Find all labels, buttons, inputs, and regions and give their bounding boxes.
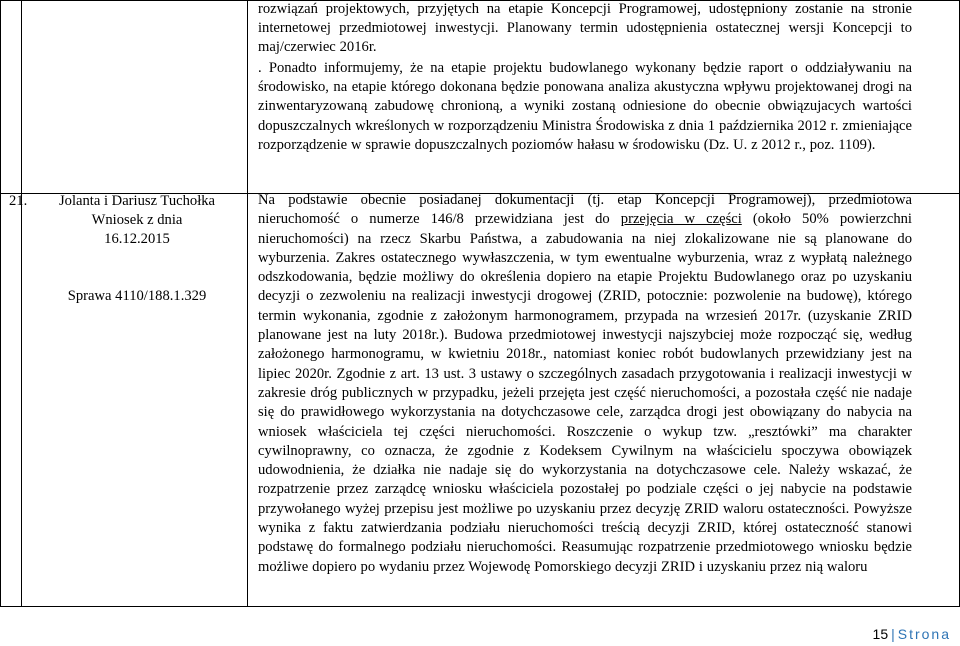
page-number: 15 [872, 626, 889, 642]
response-text: Na podstawie obecnie posiadanej dokumentacji (tj. etap Koncepcji Programowej), przedmiotowa nieruchomość o numerze 146/8 przewidziana jest do [258, 192, 912, 228]
number-cell [1, 1, 22, 194]
applicant-block [30, 192, 244, 306]
page-label: Strona [897, 626, 951, 642]
applicant-date: 16.12.2015 [104, 231, 170, 247]
row-number: 21. [9, 193, 28, 209]
footer-separator: | [891, 626, 895, 642]
response-paragraph: rozwiązań projektowych, przyjętych na etapie Koncepcji Programowej, udostępniony zostanie na stronie internetowej przedmiotowej inwestycji. Planowany termin udostępnienia ostatecznej wersji Koncepcji to maj/czerwiec 2016r. [258, 1, 912, 55]
applicant-cell [21, 1, 248, 194]
response-paragraph [258, 191, 912, 577]
page-footer [873, 626, 951, 642]
underlined-text: przejęcia w części [620, 211, 742, 228]
number-cell [1, 194, 22, 607]
applicant-name: Jolanta i Dariusz Tuchołka [58, 193, 216, 209]
case-reference: Sprawa 4110/188.1.329 [67, 288, 207, 304]
response-text: (około 50% powierzchni nieruchomości) na rzecz Skarbu Państwa, a zabudowania na niej zlokalizowane nie są planowane do wyburzenia. Zakres ostatecznego wywłaszczenia, w tym ewentualne wyburzenia, wraz z wypłatą należnego odszkodowania, będzie możliwy do określenia dopiero na etapie Projektu Budowlanego oraz po uzyskaniu decyzji o zezwoleniu na realizacji inwestycji drogowej (ZRID, potocznie: pozwolenie na budowę), którego termin wykonania, zgodnie z założonym harmonogramem, przypada na wrzesień 2017r. (uzyskanie ZRID planowane jest na luty 2018r.). Budowa przedmiotowej inwestycji najszybciej może rozpocząć się, według założonego harmonogramu, w kwietniu 2018r., natomiast koniec robót budowlanych przewidziany jest na lipiec 2020r. Zgodnie z art. 13 ust. 3 ustawy o szczególnych zasadach przygotowania i realizacji inwestycji w zakresie dróg publicznych w przypadku, jeżeli przejęta jest część nieruchomości, a pozostała część nie nadaje się do prawidłowego wykorzystania na dotychczasowe cele, zarządca drogi jest obowiązany do nabycia na wniosek właściciela tej części nieruchomości. Roszczenie o wykup tzw. „resztówki” ma charakter cywilnoprawny, co oznacza, że zgodnie z Kodeksem Cywilnym na właścicielu spoczywa obowiązek udowodnienia, że działka nie nadaje się do wykorzystania na dotychczasowe cele. Należy wskazać, że rozpatrzenie przez zarządcę wniosku właściciela pozostałej po podziale części o jej nabycie na podstawie przywołanego wyżej przepisu jest możliwe po uzyskaniu przez decyzję ZRID waloru ostateczności. Powyższe wynika z faktu zatwierdzania podziału nieruchomości treścią decyzji ZRID, której ostateczność stanowi podstawę do formalnego podziału nieruchomości. Reasumując rozpatrzenie przedmiotowego wniosku będzie możliwe dopiero po wydaniu przez Wojewodę Pomorskiego decyzji ZRID i uzyskaniu przez nią waloru [258, 211, 912, 575]
applicant-document: Wniosek z dnia [91, 212, 183, 228]
response-paragraph: . Ponadto informujemy, że na etapie projektu budowlanego wykonany będzie raport o oddziaływaniu na środowisko, na etapie którego dokonana będzie ponowana analiza akustyczna wpływu projektowanej drogi na zinwentaryzowaną zabudowę chronioną, a wyniki zostaną odniesione do obecnie obwiązujacych wartości dopuszczalnych wkreślonych w rozporządzeniu Ministra Środowiska z dnia 1 października 2012 r. zmieniające rozporządzenie w sprawie dopuszczalnych poziomów hałasu w środowisku (Dz. U. z 2012 r., poz. 1109). [258, 60, 912, 153]
